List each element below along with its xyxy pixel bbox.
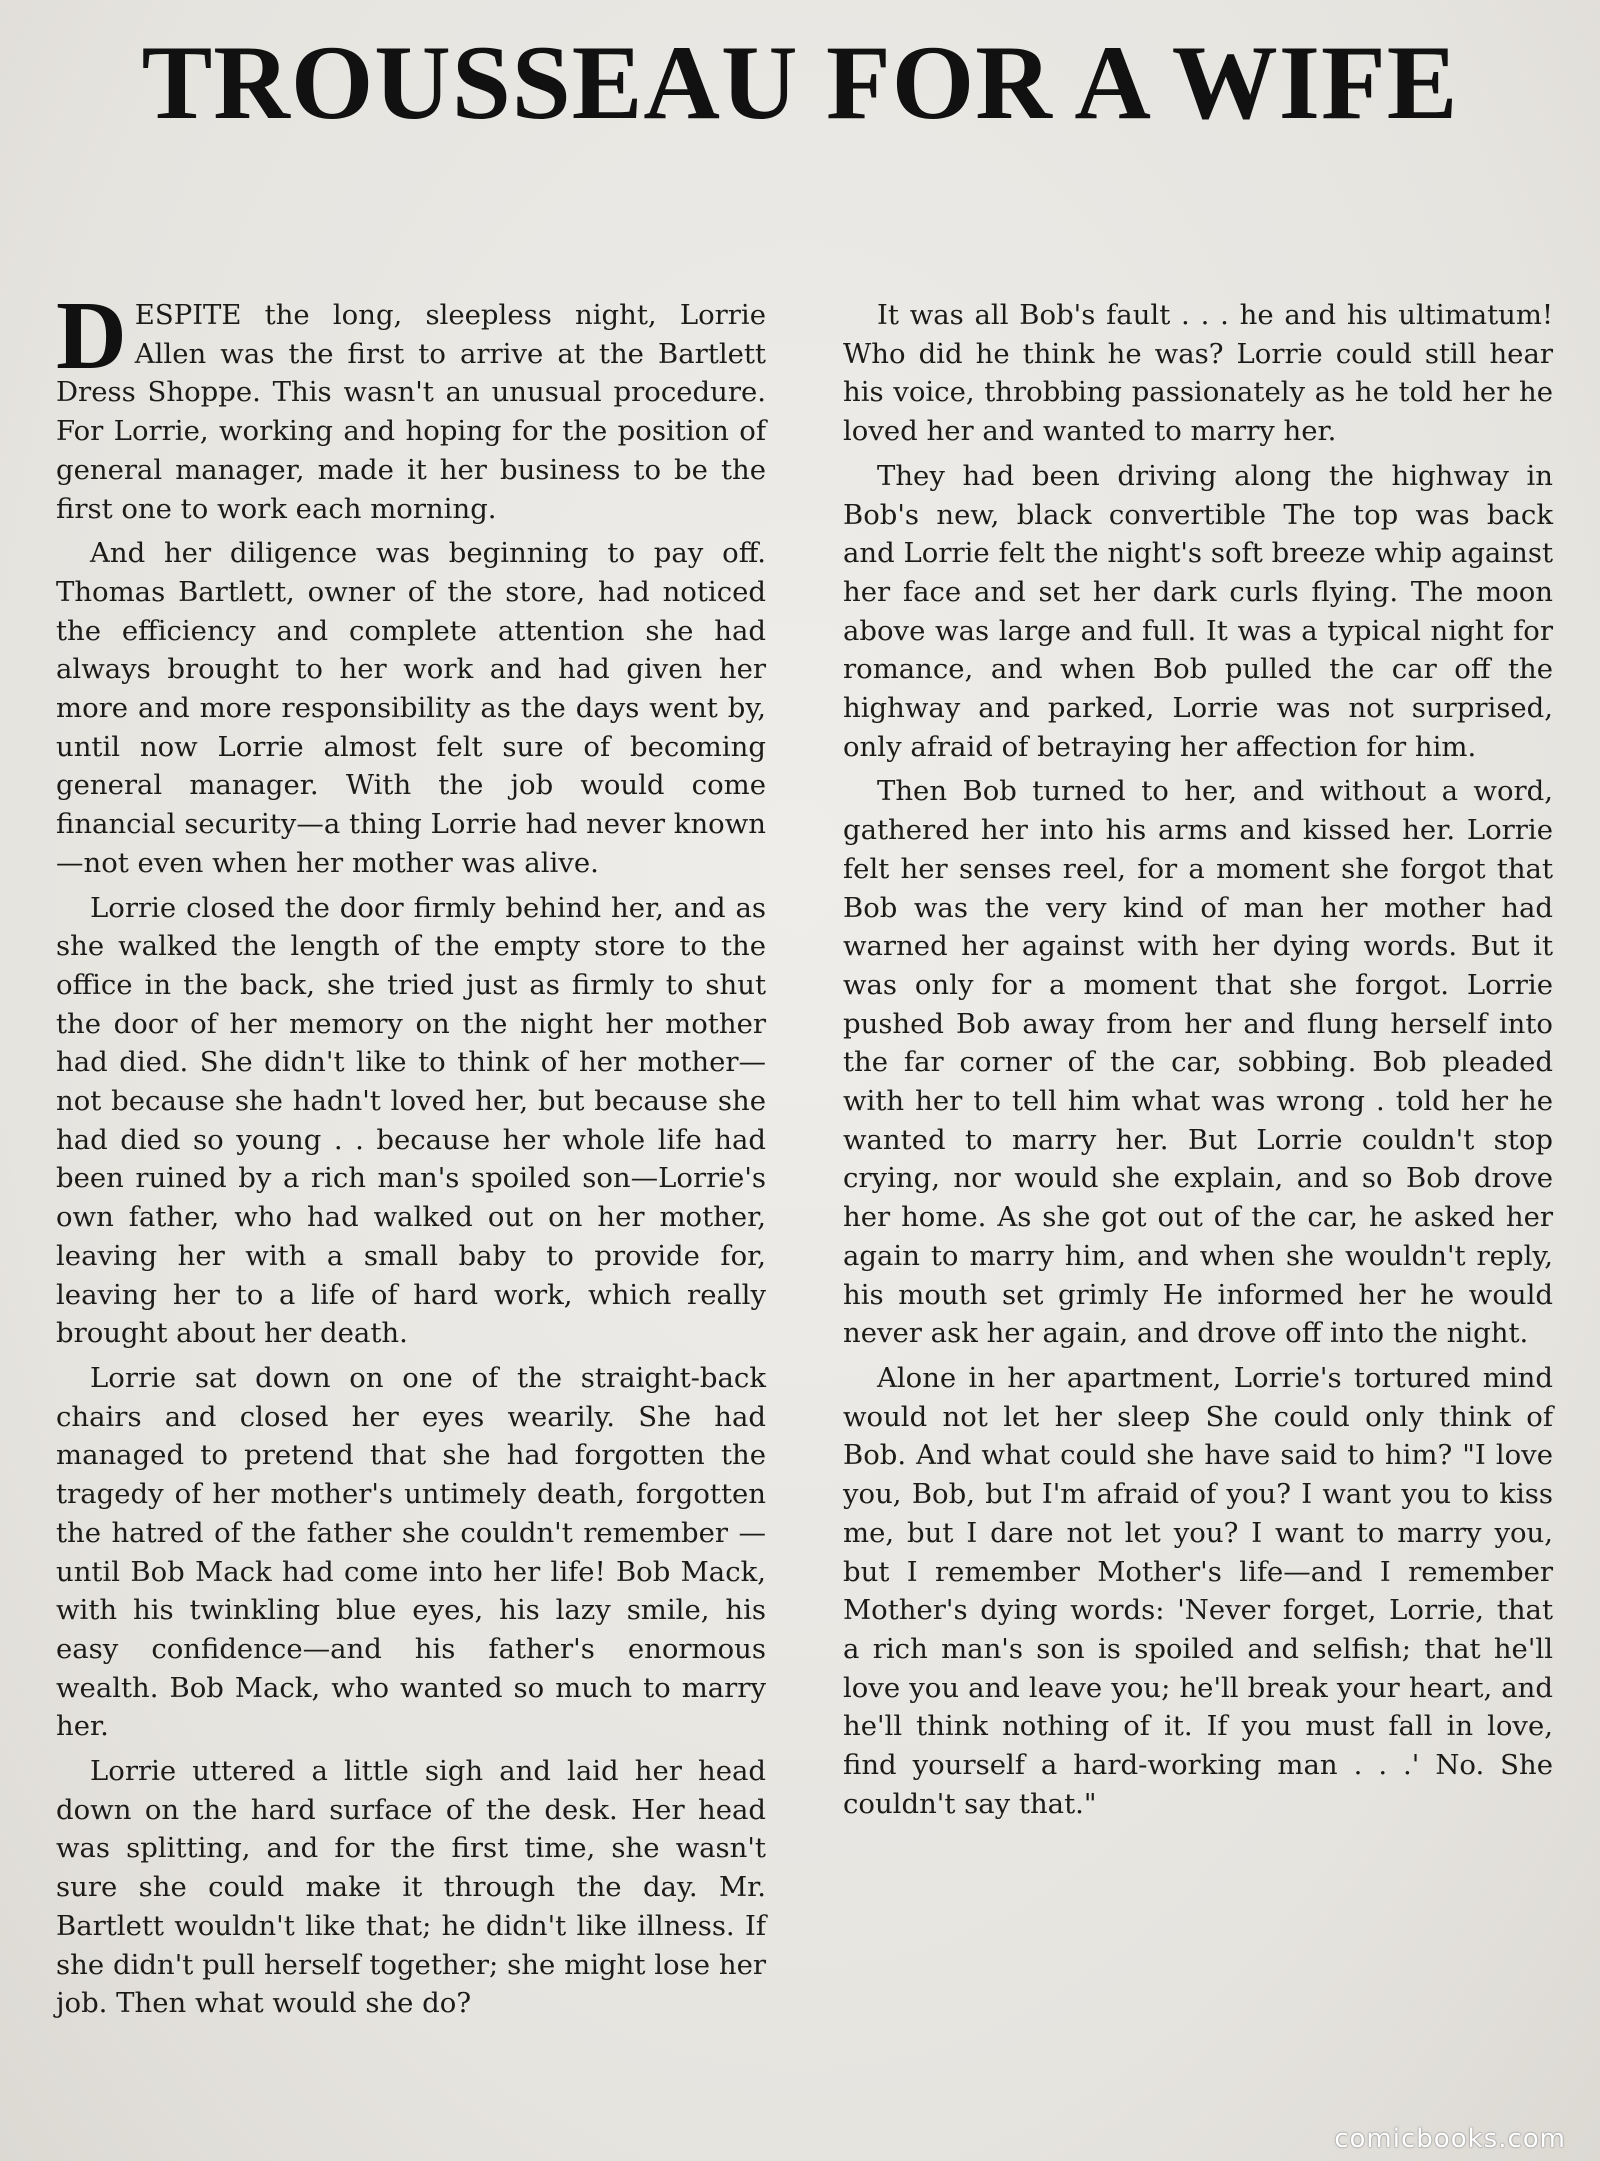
text-column-left [56, 282, 766, 2029]
text-column-right [843, 296, 1553, 1829]
paragraph-2: And her diligence was beginning to pay off. Thomas Bartlett, owner of the store, had noticed the efficiency and complete attention she had always brought to her work and had given her more and more responsibility as the days went by, until now Lorrie almost felt sure of becoming general manager. With the job would come financial security—a thing Lorrie had never known—not even when her mother was alive. [56, 537, 766, 879]
paragraph-3: Lorrie closed the door firmly behind her, and as she walked the length of the empty store to the office in the back, she tried just as firmly to shut the door of her memory on the night her mother had died. She didn't like to think of her mother—not because she hadn't loved her, but because she had died so young . . because her whole life had been ruined by a rich man's spoiled son—Lorrie's own father, who had walked out on her mother, leaving her with a small baby to provide for, leaving her to a life of hard work, which really brought about her death. [56, 891, 766, 1350]
paragraph-5: Lorrie uttered a little sigh and laid her head down on the hard surface of the desk. Her head was splitting, and for the first time, she wasn't sure she could make it through the day. Mr. Bartlett wouldn't like that; he didn't like illness. If she didn't pull herself together; she might lose her job. Then what would she do? [56, 1755, 766, 2020]
paragraph-9: Alone in her apartment, Lorrie's tortured mind would not let her sleep She could only think of Bob. And what could she have said to him? "I love you, Bob, but I'm afraid of you? I want you to kiss me, but I dare not let you? I want to marry you, but I remember Mother's life—and I remember Mother's dying words: 'Never forget, Lorrie, that a rich man's son is spoiled and selfish; that he'll love you and leave you; he'll break your heart, and he'll think nothing of it. If you must fall in love, find yourself a hard-working man . . .' No. She couldn't say that." [843, 1361, 1553, 1820]
paragraph-1-text: ESPITE the long, sleepless night, Lorrie Allen was the first to arrive at the Bartlett Dress Shoppe. This wasn't an unusual procedure. For Lorrie, working and hoping for the position of general manager, made it her business to be the first one to work each morning. [56, 299, 766, 525]
paragraph-1 [56, 282, 766, 528]
story-title: TROUSSEAU FOR A WIFE [141, 24, 1459, 141]
paragraph-4: Lorrie sat down on one of the straight-back chairs and closed her eyes wearily. She had managed to pretend that she had forgotten the tragedy of her mother's untimely death, forgotten the hatred of the father she couldn't remember — until Bob Mack had come into her life! Bob Mack, with his twinkling blue eyes, his lazy smile, his easy confidence—and his father's enormous wealth. Bob Mack, who wanted so much to marry her. [56, 1361, 766, 1743]
site-watermark: comicbooks.com [1334, 2124, 1566, 2154]
paragraph-6: It was all Bob's fault . . . he and his ultimatum! Who did he think he was? Lorrie could still hear his voice, throbbing passionately as he told her he loved her and wanted to marry her. [843, 299, 1553, 448]
paragraph-8: Then Bob turned to her, and without a word, gathered her into his arms and kissed her. Lorrie felt her senses reel, for a moment she forgot that Bob was the very kind of man her mother had warned her against with her dying words. But it was only for a moment that she forgot. Lorrie pushed Bob away from her and flung herself into the far corner of the car, sobbing. Bob pleaded with her to tell him what was wrong . told her he wanted to marry her. But Lorrie couldn't stop crying, nor would she explain, and so Bob drove her home. As she got out of the car, he asked her again to marry him, and when she wouldn't reply, his mouth set grimly He informed her he would never ask her again, and drove off into the night. [843, 775, 1553, 1350]
drop-cap: D [56, 282, 127, 390]
paragraph-7: They had been driving along the highway in Bob's new, black convertible The top was back and Lorrie felt the night's soft breeze whip against her face and set her dark curls flying. The moon above was large and full. It was a typical night for romance, and when Bob pulled the car off the highway and parked, Lorrie was not surprised, only afraid of betraying her affection for him. [843, 459, 1553, 763]
